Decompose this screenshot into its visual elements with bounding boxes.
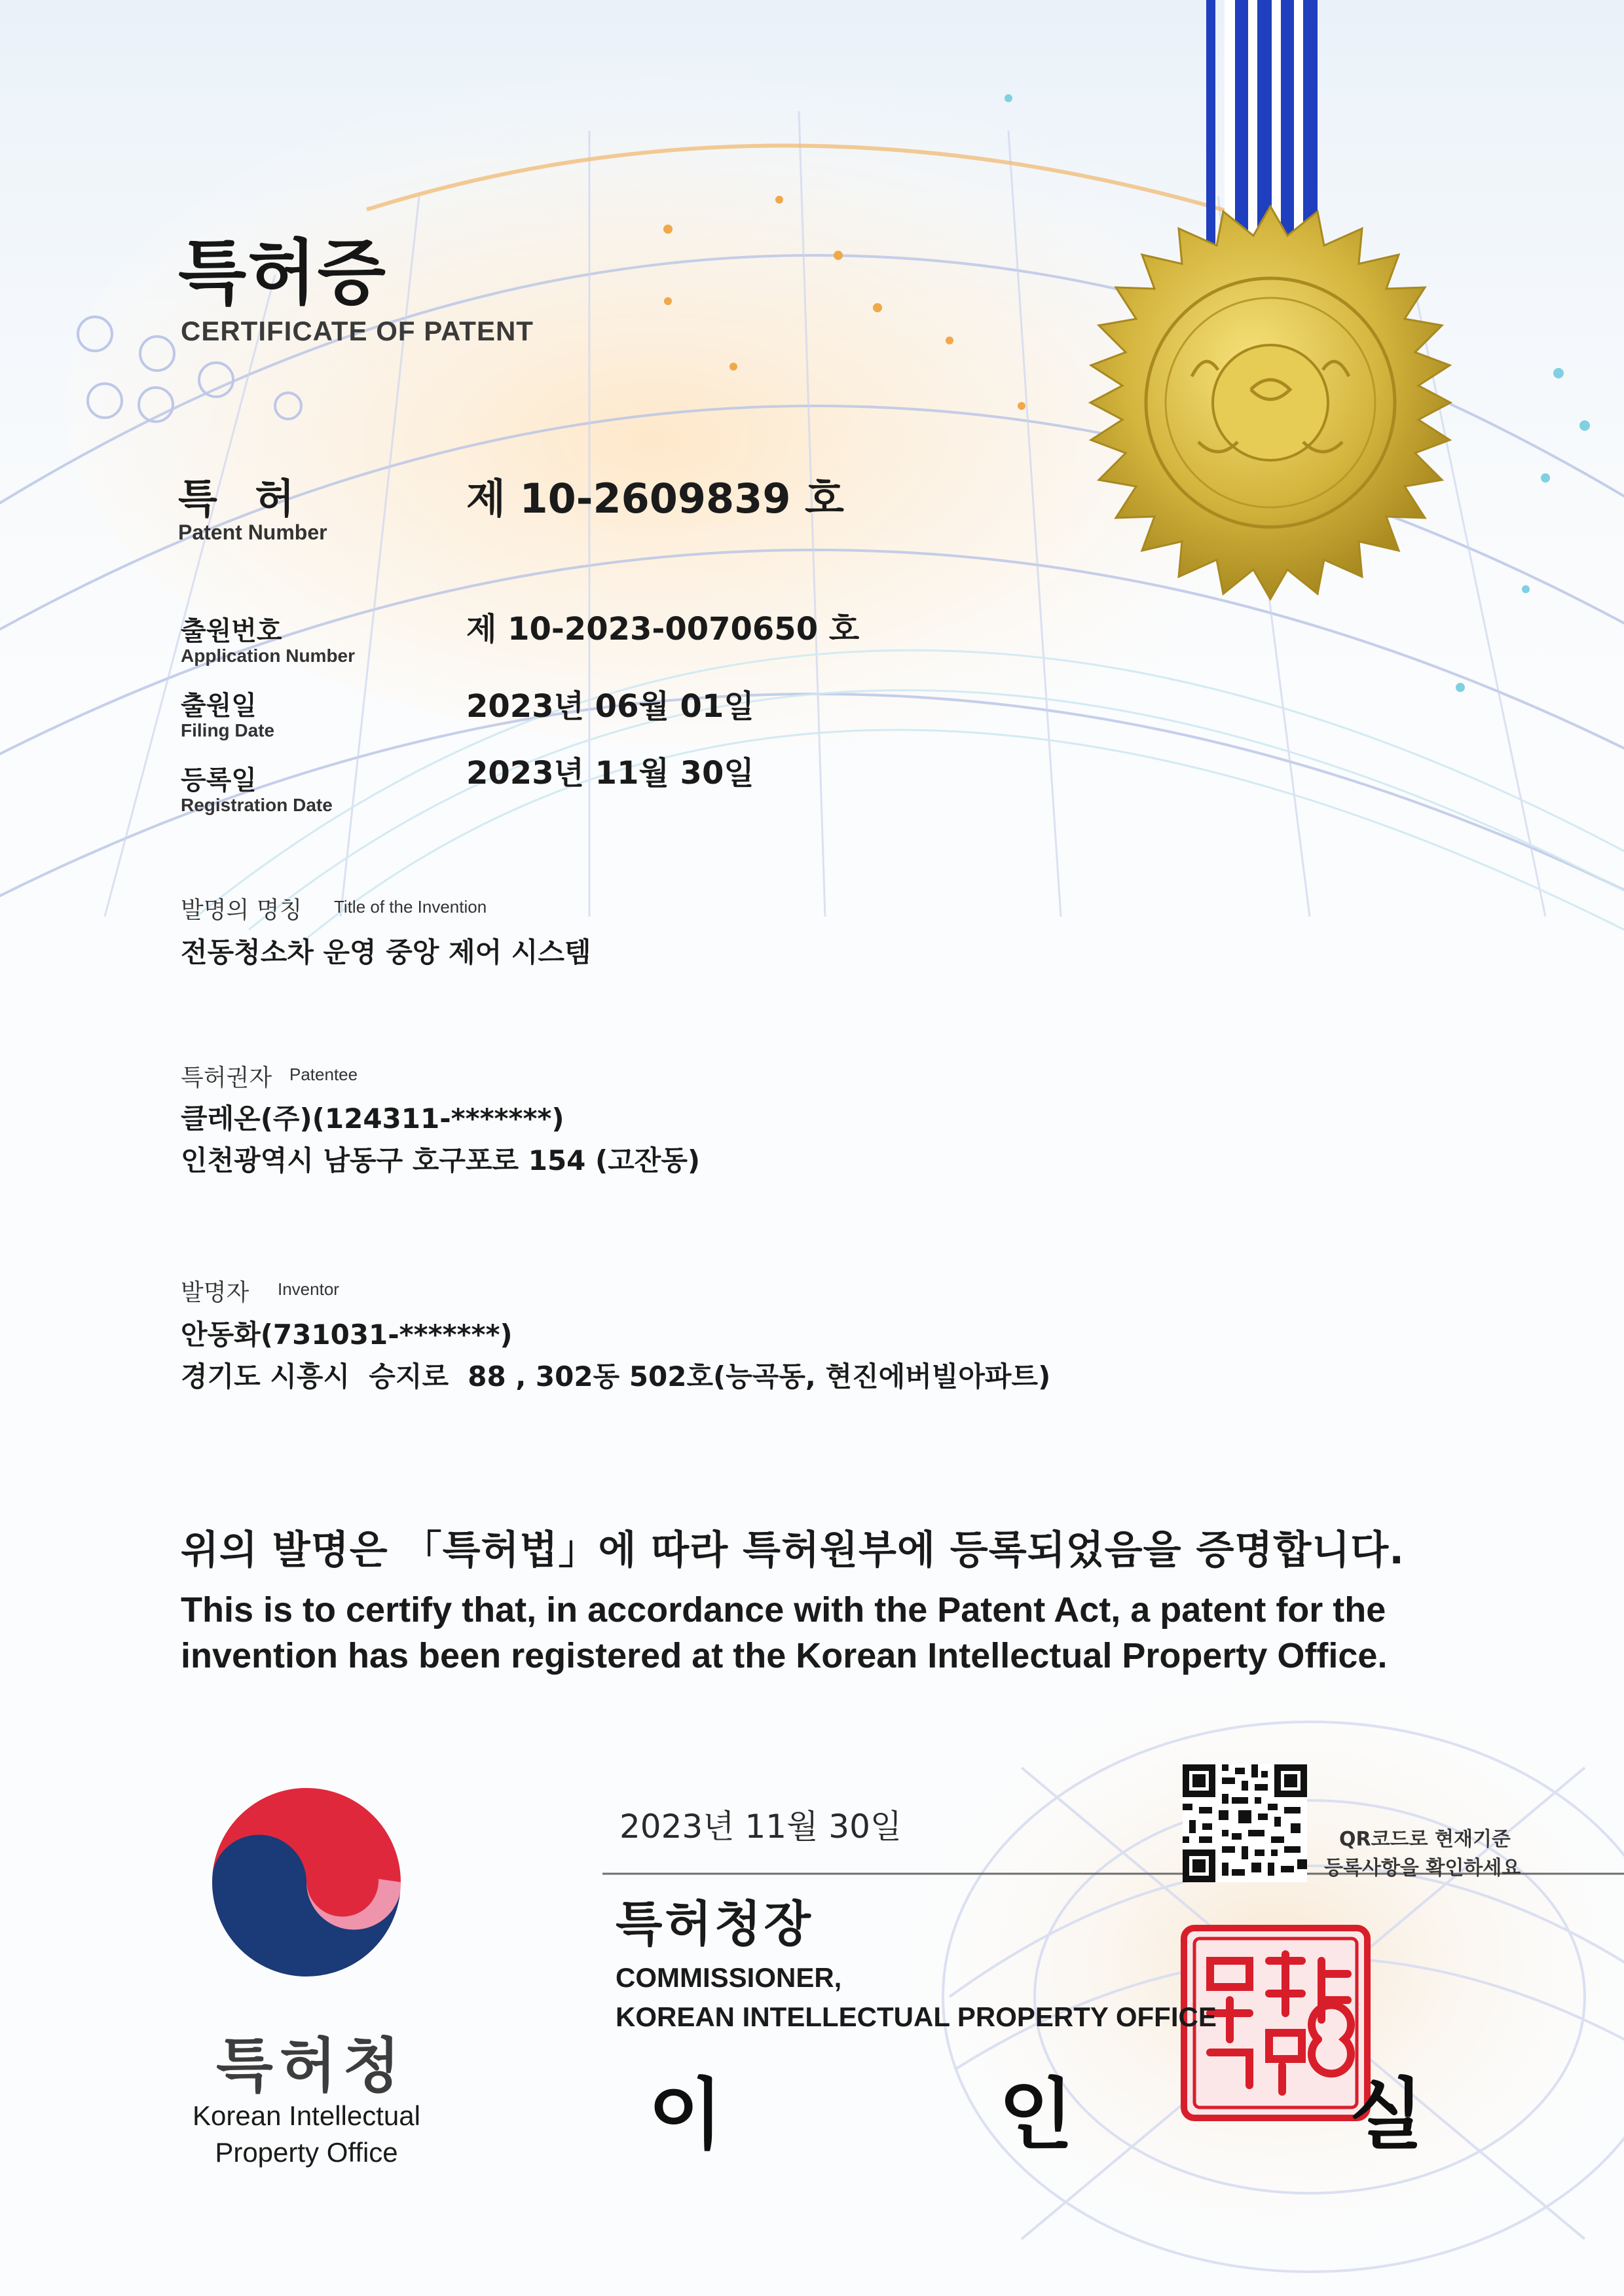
certification-statement-en-line1: This is to certify that, in accordance with the Patent Act, a patent for the [181, 1590, 1386, 1630]
filing-date-label-en: Filing Date [181, 720, 275, 740]
office-name-en-line2: Property Office [215, 2137, 398, 2168]
qr-note-line2: 등록사항을 확인하세요 [1324, 1857, 1521, 1880]
application-number-value: 제 10-2023-0070650 호 [466, 611, 860, 647]
commissioner-title-kr: 특허청장 [616, 1896, 813, 1952]
inventor-name: 안동화(731031-*******) [181, 1319, 513, 1351]
commissioner-title-en-line1: COMMISSIONER, [616, 1962, 842, 1993]
inventor-label-en: Inventor [278, 1279, 339, 1299]
filing-date-label-kr: 출원일 [181, 691, 257, 721]
application-number-label-en: Application Number [181, 646, 356, 666]
invention-title-label-en: Title of the Invention [334, 897, 487, 917]
registration-date-label-kr: 등록일 [181, 765, 257, 795]
office-name-en-line1: Korean Intellectual [193, 2100, 420, 2131]
patentee-label-en: Patentee [289, 1065, 358, 1084]
inventor-label-kr: 발명자 [181, 1279, 249, 1306]
patent-number-label-en: Patent Number [178, 520, 327, 544]
qr-code[interactable] [1183, 1764, 1307, 1882]
certification-statement-kr: 위의 발명은 「특허법」에 따라 특허원부에 등록되었음을 증명합니다. [181, 1527, 1405, 1573]
certification-statement-en-line2: invention has been registered at the Korean Intellectual Property Office. [181, 1636, 1388, 1675]
qr-note-line1: QR코드로 현재기준 [1339, 1828, 1511, 1851]
patentee-name: 클레온(주)(124311-*******) [181, 1102, 564, 1135]
kipo-logo [212, 1787, 401, 1977]
invention-title-label-kr: 발명의 명칭 [181, 897, 303, 924]
certificate-title-en: CERTIFICATE OF PATENT [181, 316, 534, 346]
issue-date: 2023년 11월 30일 [619, 1808, 902, 1846]
patentee-address: 인천광역시 남동구 호구포로 154 (고잔동) [181, 1144, 701, 1176]
patent-number-value: 제 10-2609839 호 [466, 475, 844, 522]
invention-title-value: 전동청소차 운영 중앙 제어 시스템 [181, 936, 591, 968]
commissioner-title-en-line2: KOREAN INTELLECTUAL PROPERTY OFFICE [616, 2001, 1217, 2032]
application-number-label-kr: 출원번호 [181, 616, 282, 646]
filing-date-value: 2023년 06월 01일 [466, 688, 754, 725]
registration-date-label-en: Registration Date [181, 795, 333, 815]
inventor-address: 경기도 시흥시 승지로 88 , 302동 502호(능곡동, 현진에버빌아파트) [181, 1360, 1051, 1393]
commissioner-signature: 이 인 실 [648, 2069, 1549, 2160]
patent-number-label-kr: 특 허 [178, 475, 306, 522]
patentee-label-kr: 특허권자 [181, 1065, 272, 1091]
registration-date-value: 2023년 11월 30일 [466, 755, 754, 792]
certificate-title-kr: 특허증 [178, 232, 387, 314]
office-name-kr: 특허청 [216, 2032, 407, 2100]
